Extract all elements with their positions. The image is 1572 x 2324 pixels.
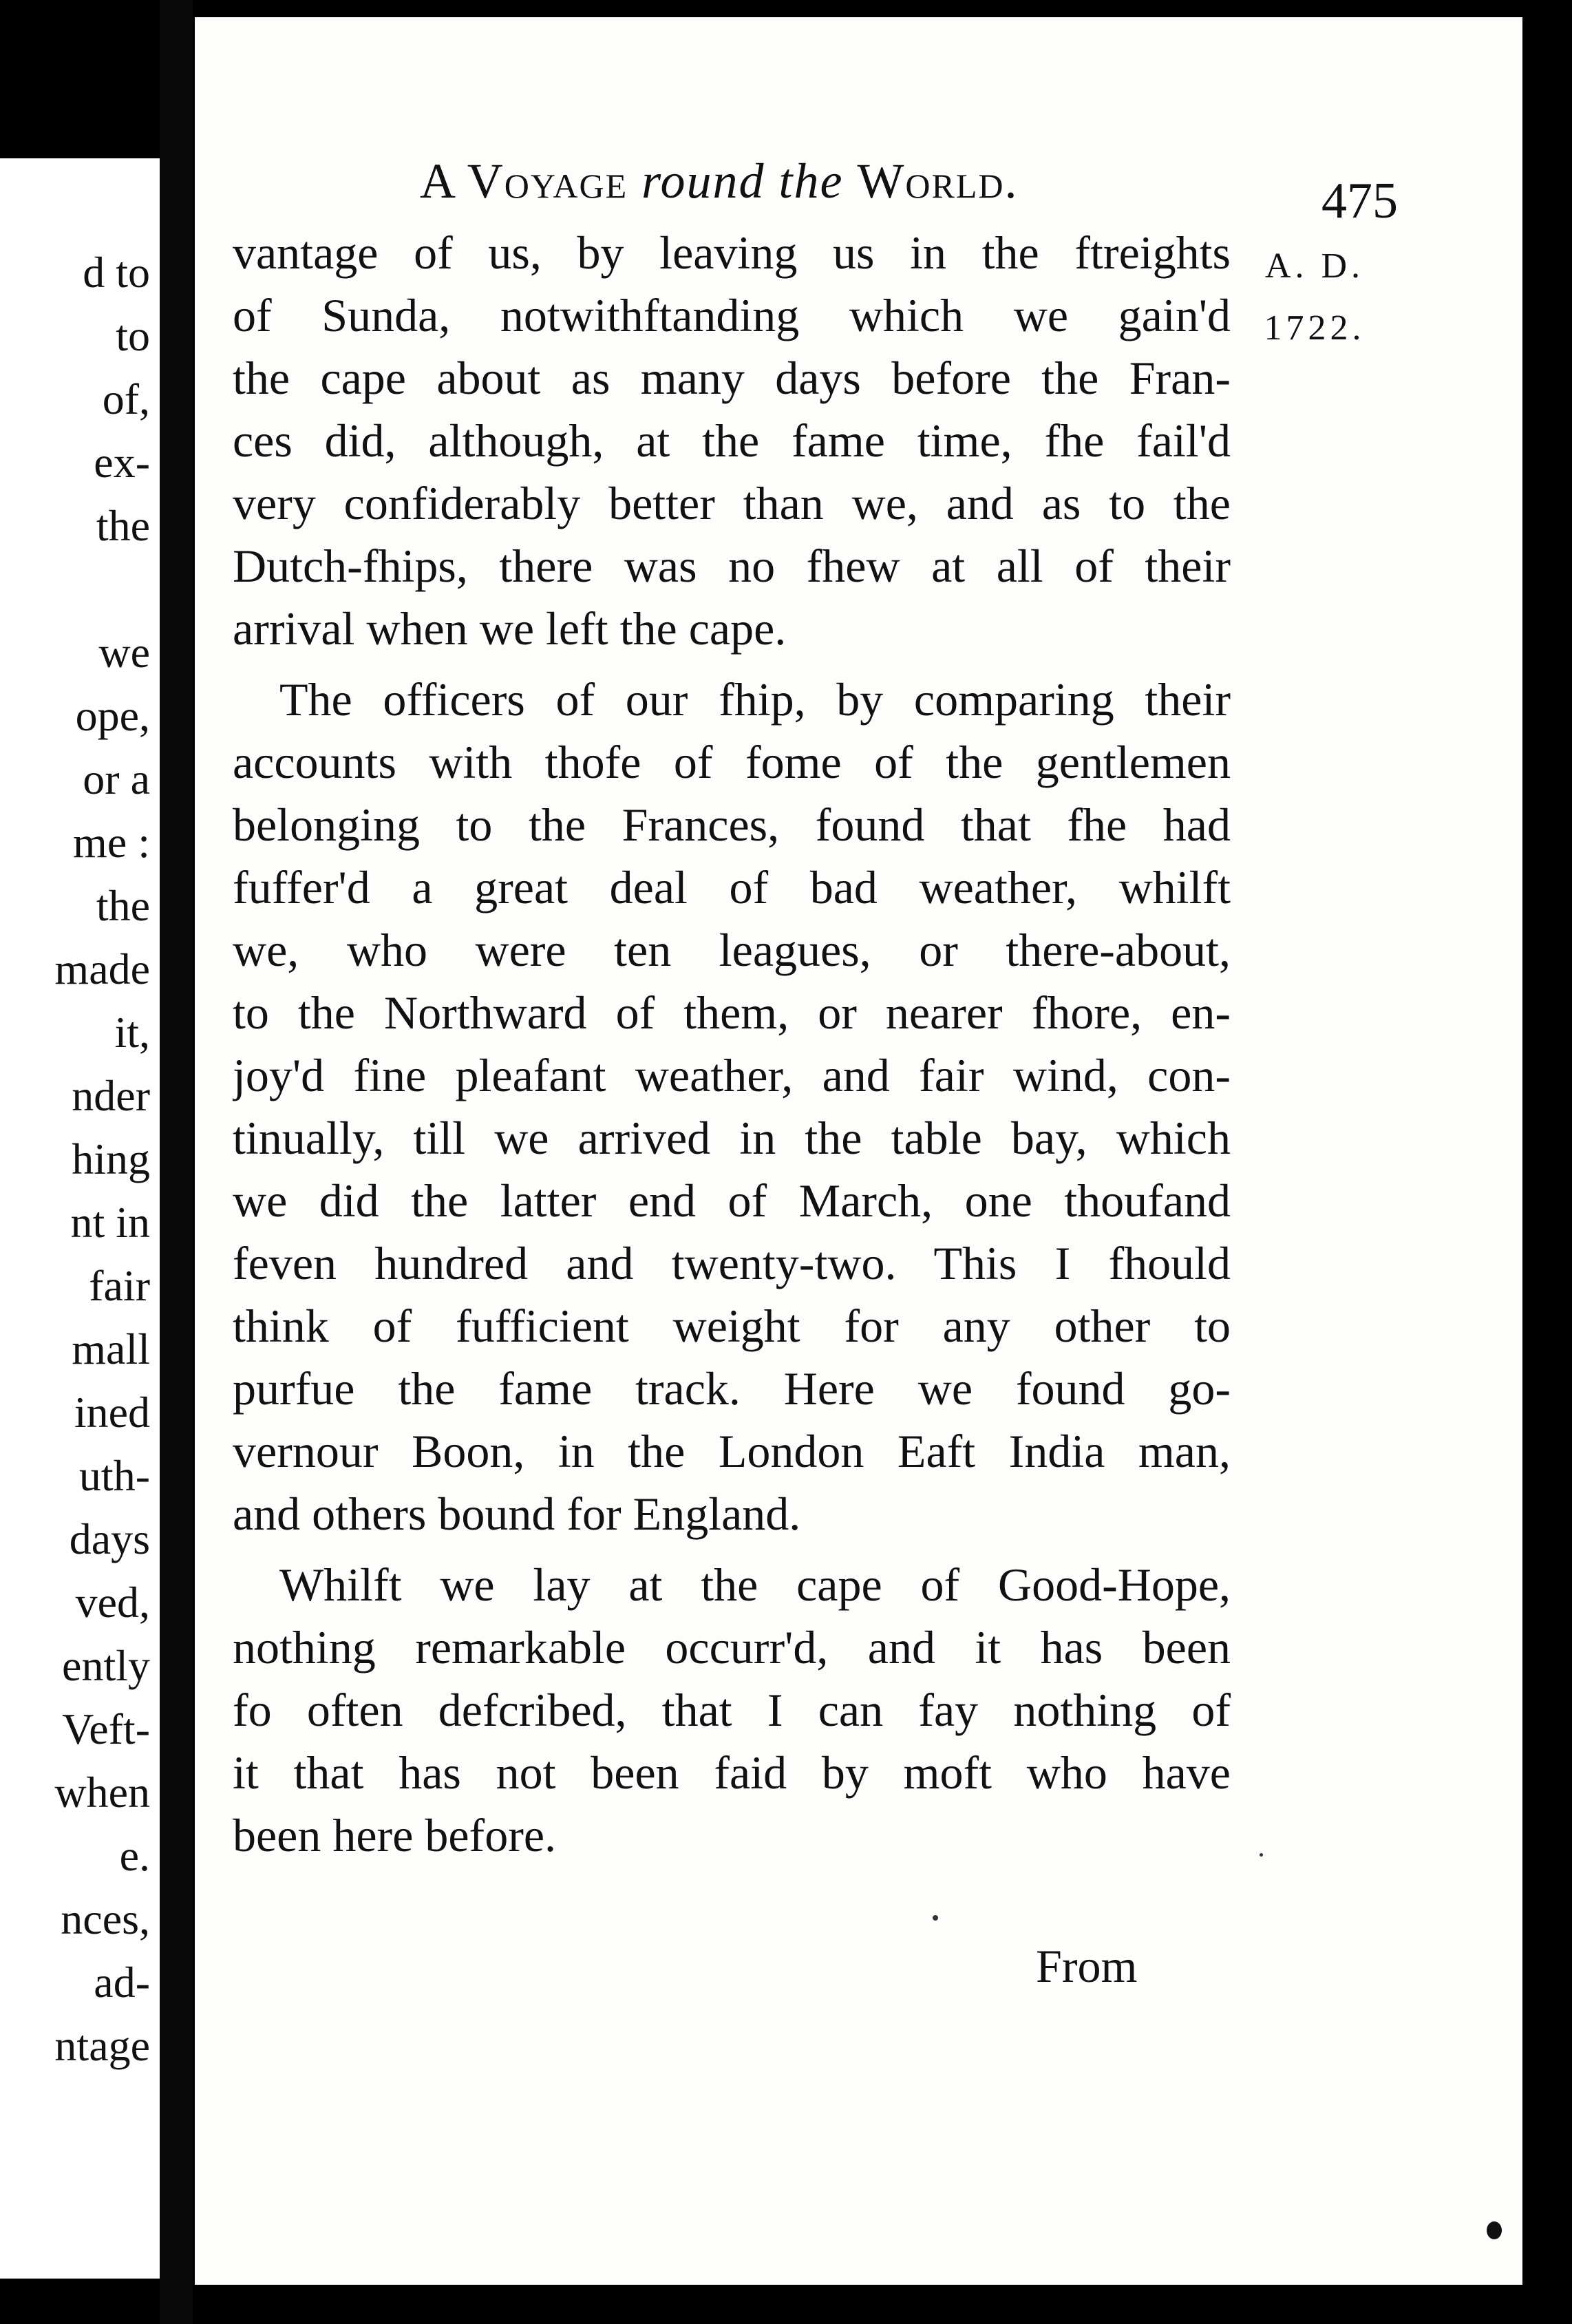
- paragraph: [233, 222, 1231, 660]
- text-line: arrival when we left the cape.: [233, 602, 787, 655]
- text-line: of Sunda, notwithftanding which we gain'd: [233, 289, 1231, 341]
- facing-page-fragment: days: [69, 1514, 150, 1563]
- text-line: purfue the fame track. Here we found go-: [233, 1362, 1231, 1415]
- text-line: very confiderably better than we, and as to the: [233, 477, 1231, 529]
- facing-page-fragment: e.: [119, 1831, 150, 1880]
- text-line: and others bound for England.: [233, 1488, 801, 1540]
- facing-page-fragment: we: [98, 628, 150, 677]
- text-line: accounts with thofe of fome of the gentlemen: [233, 736, 1231, 788]
- facing-page-fragment: ope,: [75, 691, 150, 740]
- facing-page-fragment: ently: [62, 1641, 150, 1690]
- facing-page-fragment: hing: [72, 1134, 150, 1183]
- margin-note-year: 1722.: [1264, 308, 1366, 348]
- text-line: vernour Boon, in the London Eaft India man,: [233, 1425, 1231, 1477]
- text-line: ces did, although, at the fame time, fhe fail'd: [233, 414, 1231, 467]
- facing-page-fragment: nces,: [61, 1894, 150, 1943]
- text-line: the cape about as many days before the Fran-: [233, 352, 1231, 404]
- facing-page-fragment: uth-: [78, 1451, 150, 1500]
- text-line: fuffer'd a great deal of bad weather, whilft: [233, 861, 1231, 913]
- page-number: 475: [1321, 173, 1398, 229]
- facing-page-fragment: ex-: [94, 438, 150, 487]
- paragraph: [233, 668, 1231, 1545]
- text-line: tinually, till we arrived in the table bay, which: [233, 1112, 1231, 1164]
- margin-note: [1239, 235, 1390, 359]
- margin-note-era: A. D.: [1264, 246, 1365, 286]
- facing-page-fragment: made: [54, 944, 150, 993]
- facing-page-fragment: me :: [73, 818, 150, 867]
- facing-page-fragment: ad-: [94, 1958, 150, 2007]
- paragraph-gap: [233, 660, 1231, 668]
- text-line: been here before.: [233, 1809, 557, 1861]
- catchword: From: [1036, 1940, 1138, 1992]
- print-speck: [933, 1915, 938, 1921]
- body-text: [233, 222, 1231, 1875]
- facing-page-fragment: the: [96, 501, 150, 550]
- facing-page-fragment: ined: [74, 1388, 150, 1437]
- text-line: belonging to the Frances, found that fhe had: [233, 799, 1231, 851]
- text-line: we, who were ten leagues, or there-about,: [233, 924, 1231, 976]
- text-line: nothing remarkable occurr'd, and it has been: [233, 1621, 1231, 1673]
- text-line: feven hundred and twenty-two. This I fhould: [233, 1237, 1231, 1289]
- paragraph-gap: [233, 1545, 1231, 1554]
- facing-page-fragment: nt in: [70, 1198, 150, 1247]
- book-page: [193, 15, 1525, 2287]
- running-head-italic: round the: [628, 154, 858, 209]
- facing-page-fragment: ved,: [75, 1578, 150, 1627]
- facing-page-fragment: or a: [83, 754, 150, 803]
- print-speck: [1487, 2221, 1502, 2239]
- text-line: Whilft we lay at the cape of Good-Hope,: [279, 1559, 1231, 1611]
- facing-page-fragment: to: [116, 311, 150, 360]
- facing-page-fragment: ntage: [54, 2021, 150, 2070]
- running-head-part1: A Voyage: [420, 154, 628, 209]
- facing-page-fragment: of,: [102, 374, 150, 423]
- paragraph: [233, 1554, 1231, 1867]
- facing-page: [0, 158, 160, 2279]
- book-gutter: [160, 0, 193, 2324]
- text-line: vantage of us, by leaving us in the ftreights: [233, 226, 1231, 279]
- paragraph-gap: [233, 1867, 1231, 1875]
- facing-page-fragment: fair: [89, 1261, 150, 1310]
- text-line: fo often defcribed, that I can fay nothing of: [233, 1684, 1231, 1736]
- text-line: Dutch-fhips, there was no fhew at all of their: [233, 540, 1231, 592]
- text-line: we did the latter end of March, one thoufand: [233, 1174, 1231, 1227]
- facing-page-fragment: Veft-: [62, 1704, 150, 1753]
- print-speck: [1260, 1853, 1263, 1857]
- running-head: [420, 153, 1315, 210]
- facing-page-fragment: the: [96, 881, 150, 930]
- facing-page-fragment: it,: [114, 1008, 150, 1057]
- facing-page-fragment: mall: [72, 1324, 150, 1373]
- text-line: to the Northward of them, or nearer fhore, en-: [233, 986, 1231, 1039]
- running-head-part2: World.: [857, 154, 1019, 209]
- facing-page-fragment: d to: [83, 248, 150, 297]
- facing-page-fragment: nder: [72, 1071, 150, 1120]
- text-line: think of fufficient weight for any other to: [233, 1300, 1231, 1352]
- facing-page-fragment: when: [54, 1768, 150, 1817]
- text-line: it that has not been faid by moft who have: [233, 1746, 1231, 1799]
- text-line: joy'd fine pleafant weather, and fair wind, con-: [233, 1049, 1231, 1101]
- text-line: The officers of our fhip, by comparing their: [279, 673, 1231, 726]
